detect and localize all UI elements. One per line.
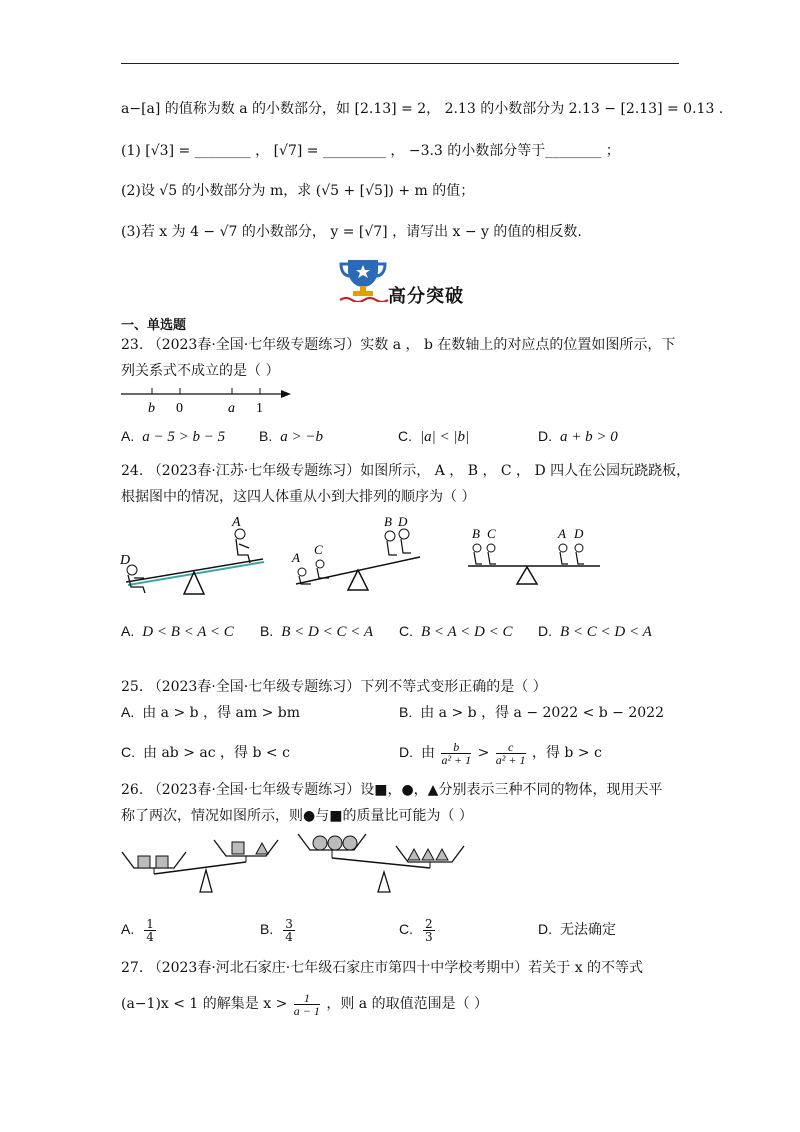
axis-label-b: b — [148, 401, 155, 416]
q25-option-a[interactable]: A. 由 a > b ，得 am > bm — [121, 704, 301, 721]
q24-option-b[interactable]: B. B < D < C < A — [260, 623, 373, 640]
seesaw2-label-c: C — [314, 542, 323, 557]
q26-option-b[interactable]: B. $\frac{3}{4}$ — [260, 916, 293, 944]
seesaw1-label-a: A — [232, 515, 241, 530]
seesaw2-label-b: B — [384, 514, 392, 529]
seesaw3-label-c: C — [487, 526, 496, 541]
q23-option-a[interactable]: A. a − 5 > b − 5 — [121, 428, 226, 445]
q24-option-a[interactable]: A. D < B < A < C — [121, 623, 234, 640]
intro-part-2: (2)设 √5 的小数部分为 m，求 (√5 + [√5]) + m 的值； — [121, 183, 475, 199]
q23-option-b[interactable]: B. a > −b — [259, 428, 323, 445]
q27-stem-1: 27. （2023春·河北石家庄·七年级石家庄市第四十中学校考期中）若关于 x 的不等式 — [121, 960, 644, 976]
fraction-c-over-a2p1: $\frac{c}{\text{a² + 1}}$ — [495, 739, 526, 767]
seesaw3-label-d: D — [574, 526, 584, 541]
seesaw2-label-d: D — [398, 514, 408, 529]
intro-part-1: (1) [√3] = ________ ， [√7] = _________ ， −3.3 的小数部分等于________ ； — [121, 143, 620, 159]
seesaw-figure-2 — [290, 512, 430, 598]
q23-stem-1: 23. （2023春·全国·七年级专题练习）实数 a ， b 在数轴上的对应点的位置如图所示，下 — [121, 337, 676, 353]
fraction-1-over-a-minus-1: $\frac{1}{a - 1}$ — [293, 990, 320, 1018]
q23-option-c[interactable]: C. |a| < |b| — [398, 428, 470, 445]
q26-option-a[interactable]: A. $\frac{1}{4}$ — [121, 916, 154, 944]
number-line-figure — [121, 384, 296, 416]
intro-definition: a−[a] 的值称为数 a 的小数部分，如 [2.13] = 2， 2.13 的小数部分为 2.13 − [2.13] = 0.13 . — [121, 101, 724, 117]
balance-figure-2 — [296, 830, 468, 898]
seesaw2-label-a: A — [292, 550, 300, 565]
q26-option-d[interactable]: D. 无法确定 — [538, 921, 616, 938]
axis-label-a: a — [228, 401, 235, 416]
q27-stem-2: (a−1)x < 1 的解集是 x > $\frac{1}{a - 1}$ ，则 a 的取值范围是（ ） — [121, 990, 489, 1018]
q25-option-c[interactable]: C. 由 ab > ac ，得 b < c — [121, 744, 290, 761]
axis-label-0: 0 — [176, 401, 183, 416]
q23-option-d[interactable]: D. a + b > 0 — [538, 428, 618, 445]
q24-option-d[interactable]: D. B < C < D < A — [538, 623, 652, 640]
q23-stem-2: 列关系式不成立的是（ ） — [121, 363, 280, 379]
fraction-b-over-a2p1: $\frac{b}{\text{a² + 1}}$ — [441, 739, 472, 767]
q25-stem: 25. （2023春·全国·七年级专题练习）下列不等式变形正确的是（ ） — [121, 679, 547, 695]
q26-option-c[interactable]: C. $\frac{2}{3}$ — [399, 916, 433, 944]
trophy-icon — [338, 256, 392, 302]
q26-stem-2: 称了两次，情况如图所示，则●与■的质量比可能为（ ） — [121, 808, 473, 824]
seesaw-figure-3 — [465, 520, 605, 590]
q24-stem-2: 根据图中的情况，这四人体重从小到大排列的顺序为（ ） — [121, 489, 476, 505]
balance-figure-1 — [120, 830, 290, 898]
seesaw3-label-b: B — [472, 526, 480, 541]
section-title: 一、单选题 — [121, 318, 187, 333]
q26-stem-1: 26. （2023春·全国·七年级专题练习）设■，●，▲分别表示三种不同的物体，现用天平 — [121, 782, 663, 798]
q24-stem-1: 24. （2023春·江苏·七年级专题练习）如图所示， A ， B ， C ， D 四人在公园玩跷跷板， — [121, 463, 691, 479]
q24-option-c[interactable]: C. B < A < D < C — [399, 623, 513, 640]
axis-label-1: 1 — [256, 401, 263, 416]
q25-option-b[interactable]: B. 由 a > b ，得 a − 2022 < b − 2022 — [399, 704, 664, 721]
seesaw3-label-a: A — [558, 526, 566, 541]
header-rule — [121, 63, 679, 64]
seesaw1-label-d: D — [120, 553, 131, 568]
banner-title: 高分突破 — [388, 286, 464, 307]
q25-option-d[interactable]: D. 由 $\frac{b}{\text{a² + 1}}$ > $\frac{c}{\text{a² + 1}}$ ，得 b > c — [399, 739, 602, 767]
intro-part-3: (3)若 x 为 4 − √7 的小数部分， y = [√7] ，请写出 x − y 的值的相反数. — [121, 224, 582, 240]
seesaw-figure-1 — [118, 512, 268, 598]
